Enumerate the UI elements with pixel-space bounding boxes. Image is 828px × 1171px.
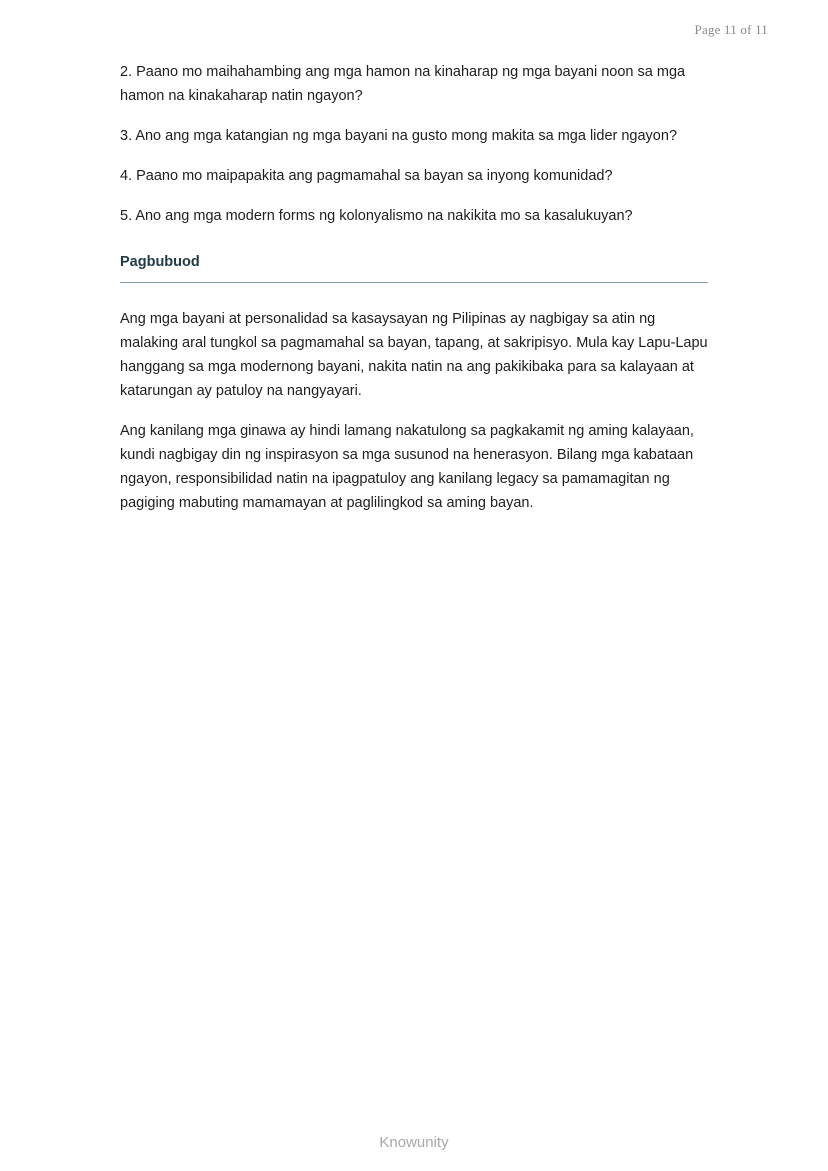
question-4: 4. Paano mo maipapakita ang pagmamahal sa bayan sa inyong komunidad? [120, 168, 613, 184]
document-body [120, 60, 712, 531]
question-5: 5. Ano ang mga modern forms ng kolonyalismo na nakikita mo sa kasalukuyan? [120, 208, 633, 224]
page-number: Page 11 of 11 [694, 22, 768, 37]
conclusion-paragraph-1: Ang mga bayani at personalidad sa kasaysayan ng Pilipinas ay nagbigay sa atin ng malaking aral tungkol sa pagmamahal sa bayan, tapang, at sakripisyo. Mula kay Lapu-Lapu hanggang sa mga modernong bayani, nakita natin na ang pakikibaka para sa kalayaan at katarungan ay patuloy na nangyayari. [120, 311, 708, 399]
conclusion-paragraph-2: Ang kanilang mga ginawa ay hindi lamang nakatulong sa pagkakamit ng aming kalayaan, kundi nagbigay din ng inspirasyon sa mga susunod na henerasyon. Bilang mga kabataan ngayon, responsibilidad natin na ipagpatuloy ang kanilang legacy sa pamamagitan ng pagiging mabuting mamamayan at paglilingkod sa aming bayan. [120, 423, 694, 511]
section-title-pagbubuod: Pagbubuod [120, 254, 200, 270]
footer-brand: Knowunity [379, 1134, 449, 1151]
question-3: 3. Ano ang mga katangian ng mga bayani na gusto mong makita sa mga lider ngayon? [120, 128, 678, 144]
section-divider [120, 282, 708, 283]
question-2: 2. Paano mo maihahambing ang mga hamon na kinaharap ng mga bayani noon sa mga hamon na kinakaharap natin ngayon? [120, 64, 686, 104]
